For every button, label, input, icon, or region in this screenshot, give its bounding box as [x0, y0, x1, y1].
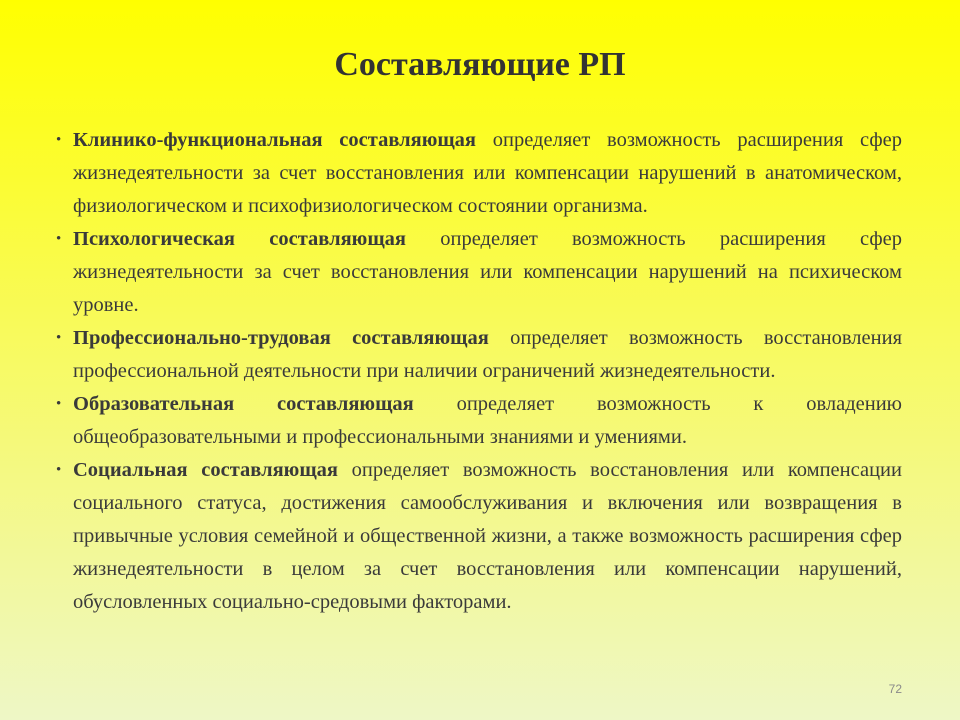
bullet-term: Образовательная составляющая	[73, 393, 414, 415]
bullet-item-professional	[56, 322, 902, 388]
bullet-dot-icon: •	[56, 330, 62, 346]
page-number: 72	[888, 682, 902, 696]
bullet-dot-icon: •	[56, 462, 62, 478]
bullet-text: определяет возможность к овладению общеобразовательными и профессиональными знаниями и умениями.	[73, 393, 902, 448]
bullet-text: определяет возможность восстановления профессиональной деятельности при наличии ограничений жизнедеятельности.	[73, 327, 902, 382]
bullet-dot-icon: •	[56, 231, 62, 247]
bullet-dot-icon: •	[56, 132, 62, 148]
slide-title: Составляющие РП	[334, 46, 626, 83]
bullet-item-social	[56, 454, 902, 619]
bullet-list	[56, 124, 902, 619]
bullet-term: Клинико-функциональная составляющая	[73, 129, 477, 151]
bullet-dot-icon: •	[56, 396, 62, 412]
bullet-text: определяет возможность расширения сфер жизнедеятельности за счет восстановления или компенсации нарушений на психическом уровне.	[73, 228, 902, 316]
bullet-term: Психологическая составляющая	[73, 228, 406, 250]
bullet-item-clinical	[56, 124, 902, 223]
bullet-item-educational	[56, 388, 902, 454]
bullet-text: определяет возможность расширения сфер жизнедеятельности за счет восстановления или компенсации нарушений в анатомическом, физиологическом и психофизиологическом состоянии организма.	[73, 129, 903, 217]
bullet-text: определяет возможность восстановления или компенсации социального статуса, достижения самообслуживания и включения или возвращения в привычные условия семейной и общественной жизни, а также возможность расширения сфер жизнедеятельности в целом за счет восстановления или компенсации нарушений, обусловленных социально-средовыми факторами.	[73, 459, 902, 613]
bullet-item-psychological	[56, 223, 902, 322]
bullet-term: Профессионально-трудовая составляющая	[73, 327, 489, 349]
bullet-term: Социальная составляющая	[73, 459, 338, 481]
